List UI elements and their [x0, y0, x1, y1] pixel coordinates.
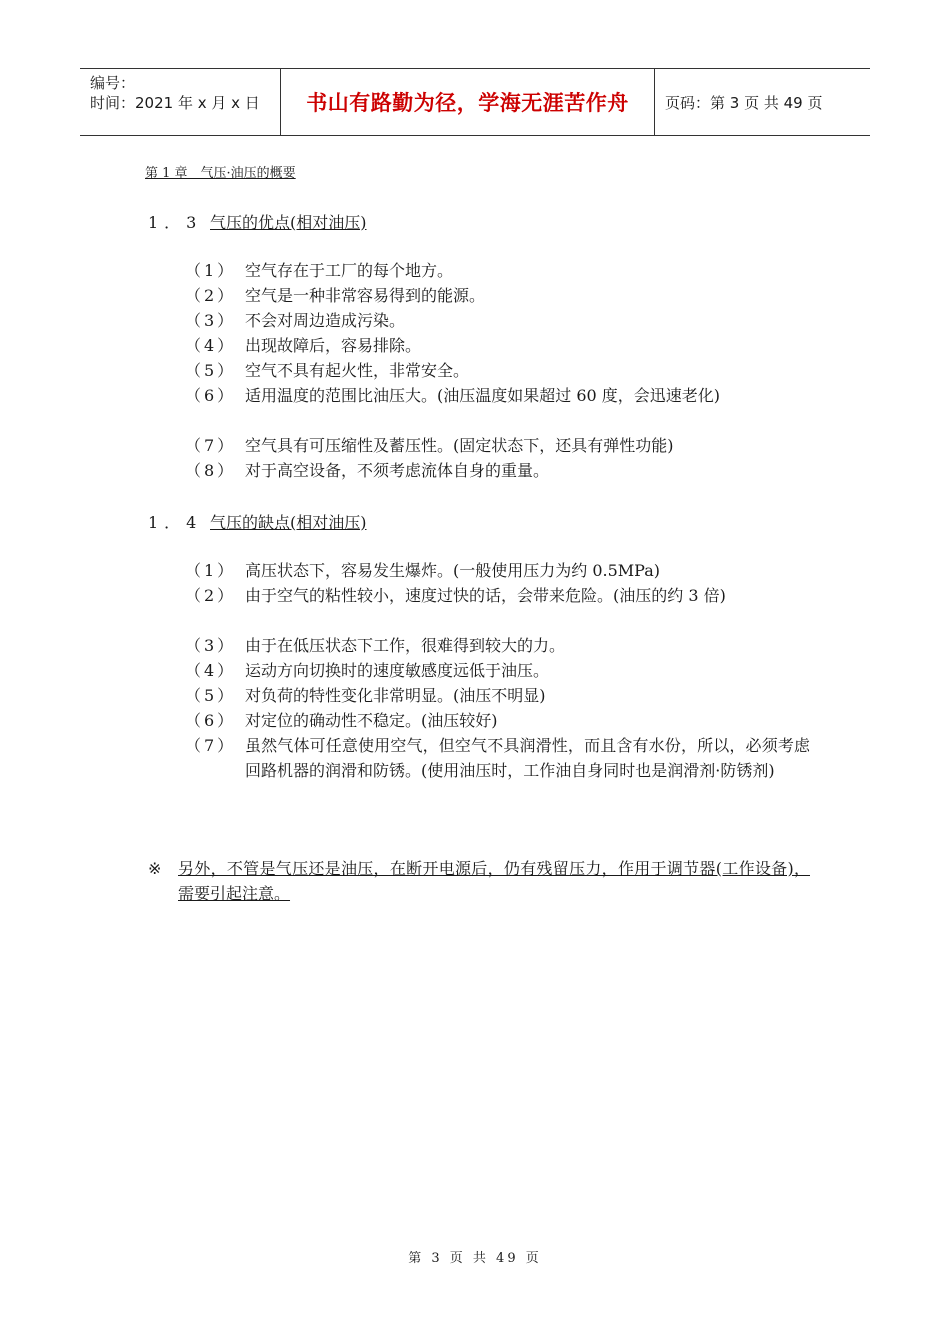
section-title: 气压的优点(相对油压) [210, 213, 367, 232]
chapter-heading: 第 1 章 气压·油压的概要 [145, 166, 296, 181]
section-title: 气压的缺点(相对油压) [210, 513, 367, 532]
item-text: 虽然气体可任意使用空气，但空气不具润滑性，而且含有水份，所以，必须考虑回路机器的润滑和防锈。(使用油压时，工作油自身同时也是润滑剂·防锈剂) [245, 736, 810, 780]
item-text: 适用温度的范围比油压大。(油压温度如果超过 60 度，会迅速老化) [245, 386, 721, 405]
item-marker: （5） [185, 361, 237, 380]
item-marker: （2） [185, 286, 237, 305]
item-marker: （7） [185, 436, 237, 455]
item-text: 运动方向切换时的速度敏感度远低于油压。 [245, 661, 550, 680]
item-text: 空气存在于工厂的每个地方。 [245, 261, 454, 280]
item-marker: （6） [185, 386, 237, 405]
item-text: 由于在低压状态下工作，很难得到较大的力。 [245, 636, 566, 655]
item-text: 由于空气的粘性较小，速度过快的话，会带来危险。(油压的约 3 倍) [245, 586, 726, 605]
item-marker: （1） [185, 261, 237, 280]
item-marker: （4） [185, 661, 237, 680]
section-1-3-heading [148, 210, 367, 233]
item-marker: （2） [185, 586, 237, 605]
note-text: 另外，不管是气压还是油压，在断开电源后，仍有残留压力，作用于调节器(工作设备)，需要引起注意。 [178, 859, 810, 903]
section-number: 1．3 [148, 213, 203, 232]
header-page-info: 页码：第 3 页 共 49 页 [665, 93, 823, 112]
reference-mark-icon: ※ [148, 859, 162, 878]
item-text: 对于高空设备，不须考虑流体自身的重量。 [245, 461, 550, 480]
item-text: 空气具有可压缩性及蓄压性。(固定状态下，还具有弹性功能) [245, 436, 674, 455]
item-text: 空气不具有起火性，非常安全。 [245, 361, 470, 380]
page-footer: 第 3 页 共 49 页 [408, 1251, 542, 1266]
serial-label: 编号： [90, 74, 136, 92]
item-marker: （5） [185, 686, 237, 705]
item-text: 对定位的确动性不稳定。(油压较好) [245, 711, 498, 730]
item-text: 空气是一种非常容易得到的能源。 [245, 286, 486, 305]
header-table [80, 68, 870, 136]
item-marker: （1） [185, 561, 237, 580]
header-motto: 书山有路勤为径，学海无涯苦作舟 [281, 69, 655, 135]
item-text: 对负荷的特性变化非常明显。(油压不明显) [245, 686, 546, 705]
item-marker: （7） [185, 736, 237, 755]
section-number: 1．4 [148, 513, 203, 532]
item-marker: （3） [185, 311, 237, 330]
date-label: 时间：2021 年 x 月 x 日 [90, 94, 260, 112]
item-text: 不会对周边造成污染。 [245, 311, 406, 330]
item-marker: （3） [185, 636, 237, 655]
item-marker: （4） [185, 336, 237, 355]
item-text: 出现故障后，容易排除。 [245, 336, 422, 355]
item-marker: （6） [185, 711, 237, 730]
item-marker: （8） [185, 461, 237, 480]
item-text: 高压状态下，容易发生爆炸。(一般使用压力为约 0.5MPa) [245, 561, 660, 580]
section-1-4-heading [148, 510, 367, 533]
header-meta [80, 69, 281, 135]
